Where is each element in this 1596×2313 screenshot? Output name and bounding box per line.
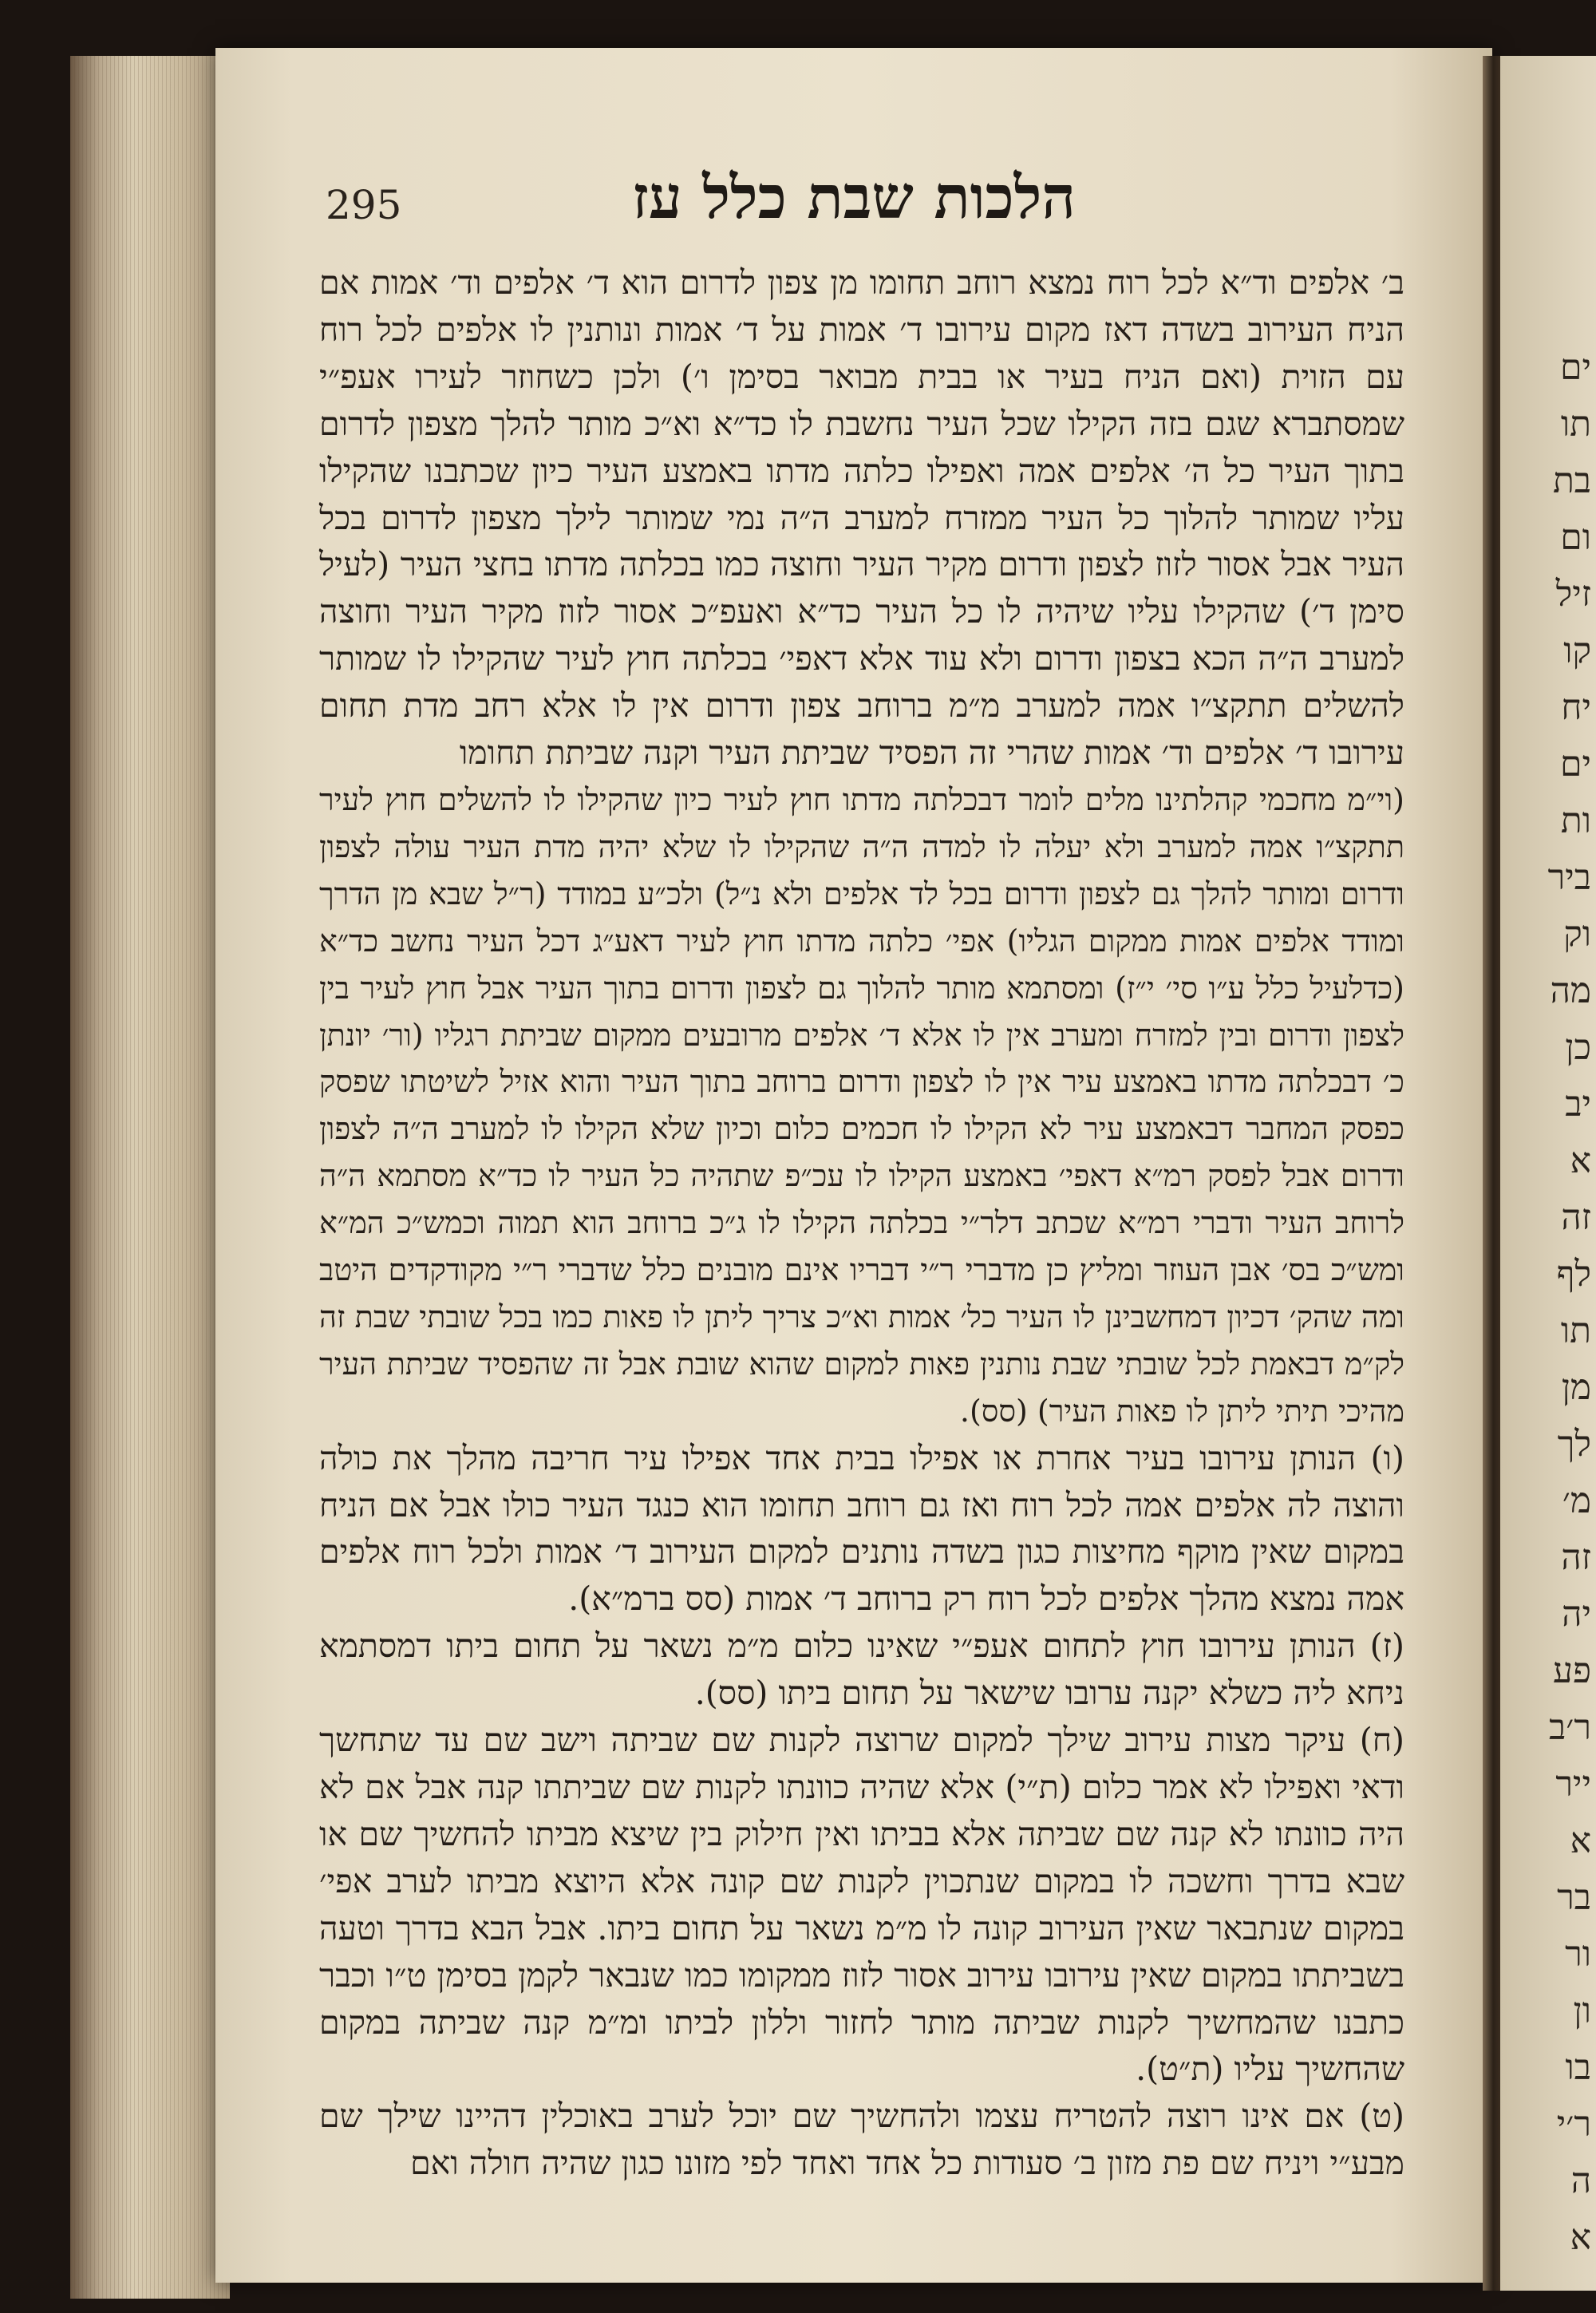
facing-page-fragment: ביר xyxy=(1547,857,1591,898)
facing-page-fragment: לף xyxy=(1556,1254,1591,1295)
paragraph-8: (ח) עיקר מצות עירוב שילך למקום שרוצה לקנות שם שביתה וישב שם עד שתחשך ודאי ואפילו לא אמר כלום (ת״י) אלא שהיה כוונתו לקנות שם שביתתו קנה אבל אם לא היה כוונתו לא קנה שם שביתה אלא בביתו ואין חילוק בין שיצא מביתו להחשיך שם או שבא בדרך וחשכה לו במקום שנתכוין לקנות שם קונה אלא היוצא מביתו לערב אפי׳ במקום שנתבאר שאין העירוב קונה לו מ״מ נשאר על תחום ביתו. אבל הבא בדרך וטעה בשביתתו במקום שאין עירובו עירוב אסור לזוז ממקומו כמו שנבאר לקמן בסימן ט״ו וכבר כתבנו שהמחשיך לקנות שביתה מותר לחזור וללון לביתו ומ״מ קנה שביתה במקום שהחשיך עליו (ת״ט). xyxy=(319,1721,1404,2089)
facing-page-fragment: לך xyxy=(1557,1424,1591,1465)
paragraph-6: (ו) הנותן עירובו בעיר אחרת או אפילו בבית אחד אפילו עיר חריבה מהלך את כולה והוצה לה אלפים אמה לכל רוח ואז גם רוחב תחומו הוא כנגד העיר כולו אבל אם הניח במקום שאין מוקף מחיצות כגון בשדה נותנים למקום העירוב ד׳ אמות ולכל רוח אלפים אמה נמצא מהלך אלפים לכל רוח רק ברוחב ד׳ אמות (סס ברמ״א). xyxy=(319,1438,1404,1619)
facing-page-fragment: קו xyxy=(1563,631,1591,671)
facing-page-fragment: ום xyxy=(1560,517,1591,558)
paragraph-7: (ז) הנותן עירובו חוץ לתחום אעפ״י שאינו כלום מ״מ נשאר על תחום ביתו דמסתמא ניחא ליה כשלא יקנה ערובו שישאר על תחום ביתו (סס). xyxy=(319,1627,1404,1713)
facing-page-fragment: בר xyxy=(1557,1877,1591,1918)
facing-page-edge xyxy=(1500,56,1596,2291)
page-body xyxy=(319,259,1404,2187)
facing-page-fragment: זיל xyxy=(1555,574,1591,615)
running-title: הלכות שבת כלל עז xyxy=(632,164,1076,232)
paragraph-9: (ט) אם אינו רוצה להטריח עצמו ולהחשיך שם יוכל לערב באוכלין דהיינו שילך שם מבע״י ויניח שם פת מזון ב׳ סעודות כל אחד ואחד לפי מזונו כגון שהיה חולה ואם xyxy=(319,2097,1404,2183)
facing-page-fragment: ה xyxy=(1570,2161,1591,2201)
facing-page-fragment: זה xyxy=(1561,1197,1591,1238)
facing-page-fragment: זה xyxy=(1561,1537,1591,1578)
facing-page-fragment: תו xyxy=(1560,1311,1591,1351)
facing-page-fragment: תו xyxy=(1560,404,1591,445)
facing-page-fragment: כן xyxy=(1565,1027,1591,1068)
facing-page-fragment: ר׳י xyxy=(1556,2104,1591,2145)
facing-page-fragment: א xyxy=(1570,1821,1591,1861)
facing-page-fragment: ייר xyxy=(1555,1764,1591,1805)
facing-page-fragment: ות xyxy=(1560,801,1591,841)
facing-page-fragment: ר׳ב xyxy=(1549,1707,1591,1748)
facing-page-fragment: יח xyxy=(1561,687,1591,728)
paragraph-note: (וי״מ מחכמי קהלתינו מלים לומר דבכלתה מדתו חוץ לעיר כיון שהקילו לו להשלים חוץ לעיר תתקצ״ו אמה למערב ולא יעלה לו למדה ה״ה שהקילו לו שלא יהיה מדת העיר עולה לצפון ודרום ומותר להלך גם לצפון ודרום בכל לד אלפים ולא נ״ל) ולכ״ע במודד (ר״ל שבא מן הדרך ומודד אלפים אמות ממקום הגליו) אפי׳ כלתה מדתו חוץ לעיר דאע״ג דכל העיר נחשב כד״א (כדלעיל כלל ע״ו סי׳ י״ז) ומסתמא מותר להלוך גם לצפון ודרום בתוך העיר אבל חוץ לעיר בין לצפון ודרום ובין למזרח ומערב אין לו אלא ד׳ אלפים מרובעים ממקום שביתת רגליו (ור׳ יונתן כ׳ דבכלתה מדתו באמצע עיר אין לו לצפון ודרום ברוחב בתוך העיר והוא אזיל לשיטתו שפסק כפסק המחבר דבאמצע עיר לא הקילו לו חכמים כלום וכיון שלא הקילו לו למערב ה״ה לצפון ודרום אבל לפסק רמ״א דאפי׳ באמצע הקילו לו עכ״פ שתהיה כל העיר לו כד״א מסתמא ה״ה לרוחב העיר ודברי רמ״א שכתב דלר״י בכלתה הקילו לו ג״כ ברוחב הוא תמוה וכמש״כ המ״א ומש״כ בס׳ אבן העוזר ומליץ כן מדברי ר״י דבריו אינם מובנים כלל שדברי ר״י מקודקדים היטב ומה שהק׳ דכיון דמחשבינן לו העיר כל׳ אמות וא״כ צריך ליתן לו פאות כמו בכל שובתי שבת זה לק״מ דבאמת לכל שובתי שבת נותנין פאות למקום שהוא שובת אבל זה שהפסיד שביתת העיר מהיכי תיתי ליתן לו פאות העיר) (סס). xyxy=(319,781,1404,1429)
facing-page-fragment: ון xyxy=(1573,1991,1591,2031)
book-gutter xyxy=(1483,56,1500,2291)
facing-page-fragment: מה xyxy=(1550,971,1591,1011)
facing-page-fragment: ים xyxy=(1560,744,1591,785)
facing-page-fragment: מן xyxy=(1561,1367,1591,1408)
facing-page-fragment: ור xyxy=(1565,1934,1591,1975)
facing-page-fragment: פע xyxy=(1553,1651,1591,1691)
facing-page-fragment: מ׳ xyxy=(1562,1481,1591,1521)
facing-page-fragment: יב xyxy=(1565,1084,1591,1125)
book-fore-edge xyxy=(70,56,230,2299)
facing-page-fragment: יה xyxy=(1562,1594,1591,1635)
paragraph-continuation: ב׳ אלפים וד״א לכל רוח נמצא רוחב תחומו מן צפון לדרום הוא ד׳ אלפים וד׳ אמות אם הניח העירוב בשדה דאז מקום עירובו ד׳ אמות על ד׳ אמות ונותנין לו אלפים לכל רוח עם הזוית (ואם הניח בעיר או בבית מבואר בסימן ו׳) ולכן כשחוזר לעירו אעפ״י שמסתברא שגם בזה הקילו שכל העיר נחשבת לו כד״א וא״כ מותר להלך מצפון לדרום בתוך העיר כל ה׳ אלפים אמה ואפילו כלתה מדתו באמצע העיר כיון שכתבנו שהקילו עליו שמותר להלוך כל העיר ממזרח למערב ה״ה נמי שמותר לילך מצפון לדרום בכל העיר אבל אסור לזוז לצפון ודרום מקיר העיר וחוצה כמו בכלתה מדתו בחצי העיר (לעיל סימן ד׳) שהקילו עליו שיהיה לו כל העיר כד״א ואעפ״כ אסור לזוז מקיר העיר וחוצה למערב ה״ה הכא בצפון ודרום ולא עוד אלא דאפי׳ בכלתה חוץ לעיר שהקילו לו שמותר להשלים תתקצ״ו אמה למערב מ״מ ברוחב צפון ודרום אין לו אלא רחב מדת תחום עירובו ד׳ אלפים וד׳ אמות שהרי זה הפסיד שביתת העיר וקנה שביתת תחומו xyxy=(319,263,1404,773)
facing-page-fragment: א xyxy=(1570,2217,1591,2258)
page-number: 295 xyxy=(326,182,402,228)
facing-page-fragment: בת xyxy=(1552,461,1591,501)
facing-page-fragment: ים xyxy=(1560,347,1591,388)
facing-page-fragment: וק xyxy=(1563,914,1591,955)
facing-page-fragment: בו xyxy=(1565,2047,1591,2088)
facing-page-fragment: א xyxy=(1570,1141,1591,1181)
